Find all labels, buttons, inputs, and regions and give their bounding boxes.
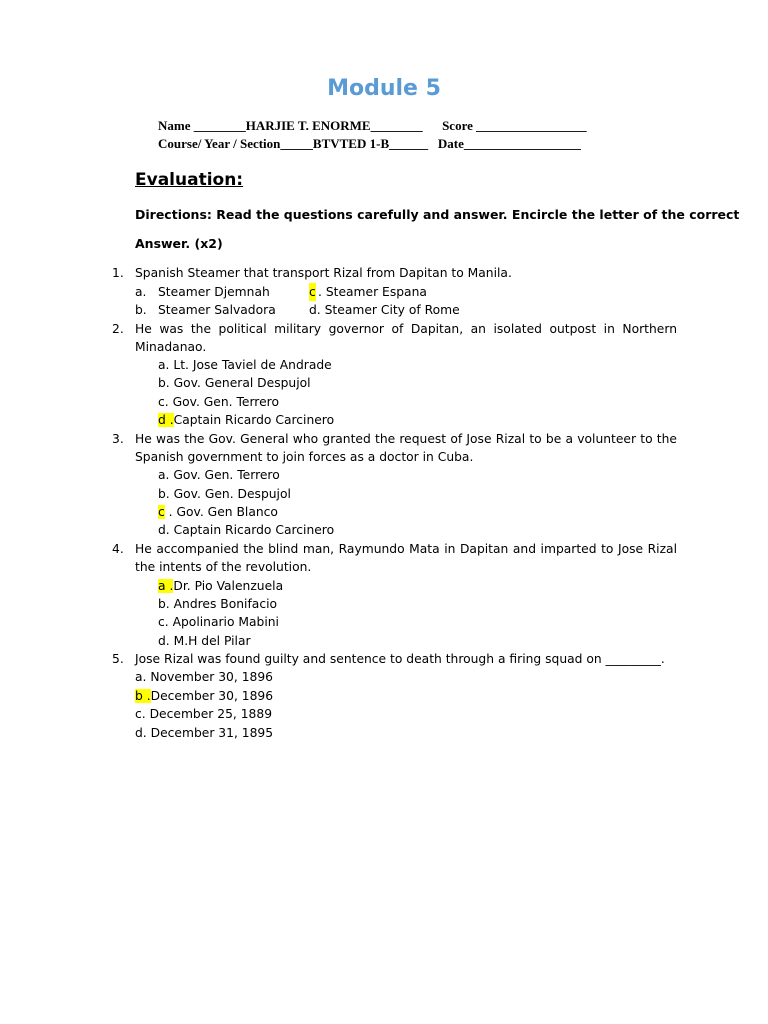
option-d: Captain Ricardo Carcinero xyxy=(173,413,335,427)
option-c: c. Gov. Gen. Terrero xyxy=(158,395,279,409)
question-text: He accompanied the blind man, Raymundo Mata in Dapitan and imparted to Jose Rizal the intents of the revolution. xyxy=(135,542,677,575)
option-letter: a. xyxy=(135,285,147,299)
question-number: 1. xyxy=(112,266,124,280)
option-a: Steamer Djemnah xyxy=(158,285,270,299)
option-d: d. Captain Ricardo Carcinero xyxy=(158,523,335,537)
option-a: a. Lt. Jose Taviel de Andrade xyxy=(158,358,332,372)
question-text: Spanish Steamer that transport Rizal from Dapitan to Manila. xyxy=(135,266,512,280)
option-b: b. Gov. Gen. Despujol xyxy=(158,487,291,501)
question-text: He was the Gov. General who granted the request of Jose Rizal to be a volunteer to the Spanish government to join forces as a doctor in Cuba. xyxy=(135,432,677,465)
option-b: Steamer Salvadora xyxy=(158,303,276,317)
answer-highlight: b . xyxy=(135,689,151,703)
answer-highlight: d . xyxy=(158,413,174,427)
option-b: December 30, 1896 xyxy=(150,689,274,703)
question-number: 3. xyxy=(112,432,124,446)
option-a: a. Gov. Gen. Terrero xyxy=(158,468,280,482)
option-b: b. Andres Bonifacio xyxy=(158,597,278,611)
course-date-line: Course/ Year / Section_____BTVTED 1-B______ Date__________________ xyxy=(158,136,581,151)
question-text: He was the political military governor of Dapitan, an isolated outpost in Northern Minadanao. xyxy=(135,322,677,355)
answer-highlight: c xyxy=(309,285,316,299)
section-title: Evaluation: xyxy=(135,170,244,190)
option-c: . Gov. Gen Blanco xyxy=(164,505,278,519)
option-c: c. December 25, 1889 xyxy=(135,707,273,721)
question-number: 4. xyxy=(112,542,124,556)
option-b: b. Gov. General Despujol xyxy=(158,376,311,390)
option-d: d. December 31, 1895 xyxy=(135,726,274,740)
option-a: Dr. Pio Valenzuela xyxy=(173,579,284,593)
option-d: d. M.H del Pilar xyxy=(158,634,251,648)
answer-highlight: a . xyxy=(158,579,174,593)
option-letter: b. xyxy=(135,303,147,317)
page-title: Module 5 xyxy=(327,76,441,101)
option-d: d. Steamer City of Rome xyxy=(309,303,460,317)
directions-line-2: Answer. (x2) xyxy=(135,236,223,251)
option-a: a. November 30, 1896 xyxy=(135,670,273,684)
option-c: . Steamer Espana xyxy=(318,285,427,299)
option-c: c. Apolinario Mabini xyxy=(158,615,279,629)
answer-highlight: c xyxy=(158,505,165,519)
question-number: 5. xyxy=(112,652,124,666)
question-text: Jose Rizal was found guilty and sentence to death through a firing squad on _________. xyxy=(135,652,665,666)
directions-line-1: Directions: Read the questions carefully and answer. Encircle the letter of the correct xyxy=(135,207,740,222)
question-number: 2. xyxy=(112,322,124,336)
name-score-line: Name ________HARJIE T. ENORME________ Score _________________ xyxy=(158,118,587,133)
